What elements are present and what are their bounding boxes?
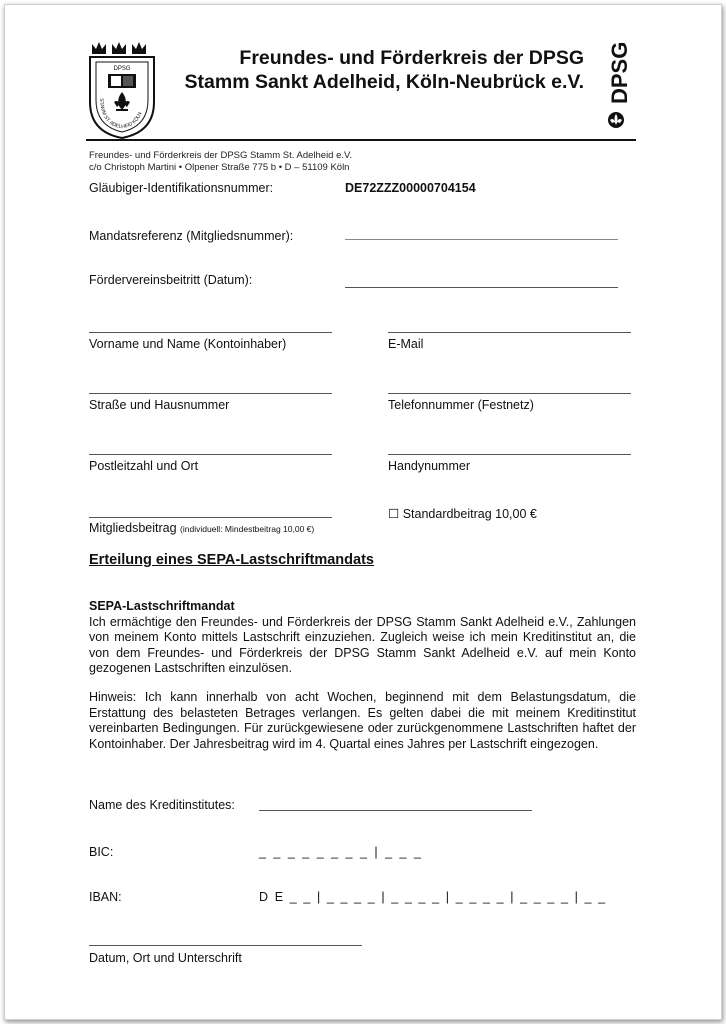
title-line-2: Stamm Sankt Adelheid, Köln-Neubrück e.V. [184, 71, 584, 93]
mandate-reference-label: Mandatsreferenz (Mitgliedsnummer): [89, 229, 294, 243]
join-date-label: Fördervereinsbeitritt (Datum): [89, 273, 253, 287]
sepa-notice-paragraph: Hinweis: Ich kann innerhalb von acht Wochen, beginnend mit dem Belastungsdatum, die Erstattung des belasteten Betrages verlangen. Es gelten dabei die mit meinem Kreditinstitut vereinbarten Bedingungen. Für zurückgewiesene oder zurückgenommene Lastschriften haftet der Kontoinhaber. Der Jahresbeitrag wird im 4. Quartal eines Jahres per Lastschrift eingezogen. [89, 690, 636, 751]
membership-fee-field[interactable] [89, 517, 332, 518]
address-line-1: Freundes- und Förderkreis der DPSG Stamm St. Adelheid e.V. [89, 150, 353, 161]
iban-field[interactable]: D E _ _ | _ _ _ _ | _ _ _ _ | _ _ _ _ | _ _ _ _ | _ _ [259, 890, 607, 904]
standard-fee-checkbox[interactable]: ☐ [388, 507, 400, 521]
svg-text:STAMM ST. ADELHEID KÖLN: STAMM ST. ADELHEID KÖLN [98, 98, 144, 131]
sepa-section-title: Erteilung eines SEPA-Lastschriftmandats [89, 552, 374, 568]
sepa-heading: SEPA-Lastschriftmandat [89, 599, 235, 613]
header-divider [86, 139, 636, 141]
creditor-id-label: Gläubiger-Identifikationsnummer: [89, 181, 274, 195]
bic-label: BIC: [89, 845, 114, 859]
address-line-2: c/o Christoph Martini • Olpener Straße 775 b • D – 51109 Köln [89, 162, 350, 173]
standard-fee-label: Standardbeitrag 10,00 € [402, 507, 537, 521]
phone-field[interactable] [388, 393, 631, 394]
standard-fee-option[interactable] [388, 506, 537, 521]
creditor-id-value: DE72ZZZ00000704154 [345, 181, 476, 195]
svg-text:DPSG: DPSG [607, 41, 632, 104]
sepa-authorization-paragraph: Ich ermächtige den Freundes- und Förderkreis der DPSG Stamm Sankt Adelheid e.V., Zahlungen von meinem Konto mittels Lastschrift einzuziehen. Zugleich weise ich mein Kreditinstitut an, die von dem Freundes- und Förderkreis der DPSG Stamm Sankt Adelheid e.V. auf mein Konto gezogenen Lastschriften einzulösen. [89, 614, 636, 675]
membership-fee-label-wrap [89, 521, 314, 535]
sender-address [89, 150, 352, 174]
join-date-field[interactable] [345, 287, 618, 288]
membership-fee-label: Mitgliedsbeitrag [89, 521, 177, 535]
mobile-field[interactable] [388, 454, 631, 455]
signature-label: Datum, Ort und Unterschrift [89, 951, 242, 965]
bank-name-field[interactable] [259, 810, 532, 811]
title-line-1: Freundes- und Förderkreis der DPSG [239, 47, 584, 69]
bic-field[interactable]: _ _ _ _ _ _ _ _ | _ _ _ [259, 845, 423, 859]
iban-label: IBAN: [89, 890, 122, 904]
street-field[interactable] [89, 393, 332, 394]
phone-label: Telefonnummer (Festnetz) [388, 398, 534, 412]
organization-title [104, 46, 584, 94]
membership-fee-note: (individuell: Mindestbeitrag 10,00 €) [180, 524, 315, 534]
mandate-reference-field[interactable] [345, 239, 618, 240]
email-label: E-Mail [388, 337, 424, 351]
sepa-mandate-text [89, 599, 636, 677]
signature-field[interactable] [89, 945, 362, 946]
zip-city-field[interactable] [89, 454, 332, 455]
street-label: Straße und Hausnummer [89, 398, 230, 412]
lily-icon [608, 112, 624, 128]
account-holder-name-field[interactable] [89, 332, 332, 333]
email-field[interactable] [388, 332, 631, 333]
mobile-label: Handynummer [388, 459, 470, 473]
bank-name-label: Name des Kreditinstitutes: [89, 798, 235, 812]
zip-city-label: Postleitzahl und Ort [89, 459, 199, 473]
dpsg-side-logo [596, 40, 636, 138]
sepa-notice-text [89, 690, 636, 752]
svg-text:DPSG: DPSG [113, 66, 131, 72]
account-holder-name-label: Vorname und Name (Kontoinhaber) [89, 337, 287, 351]
